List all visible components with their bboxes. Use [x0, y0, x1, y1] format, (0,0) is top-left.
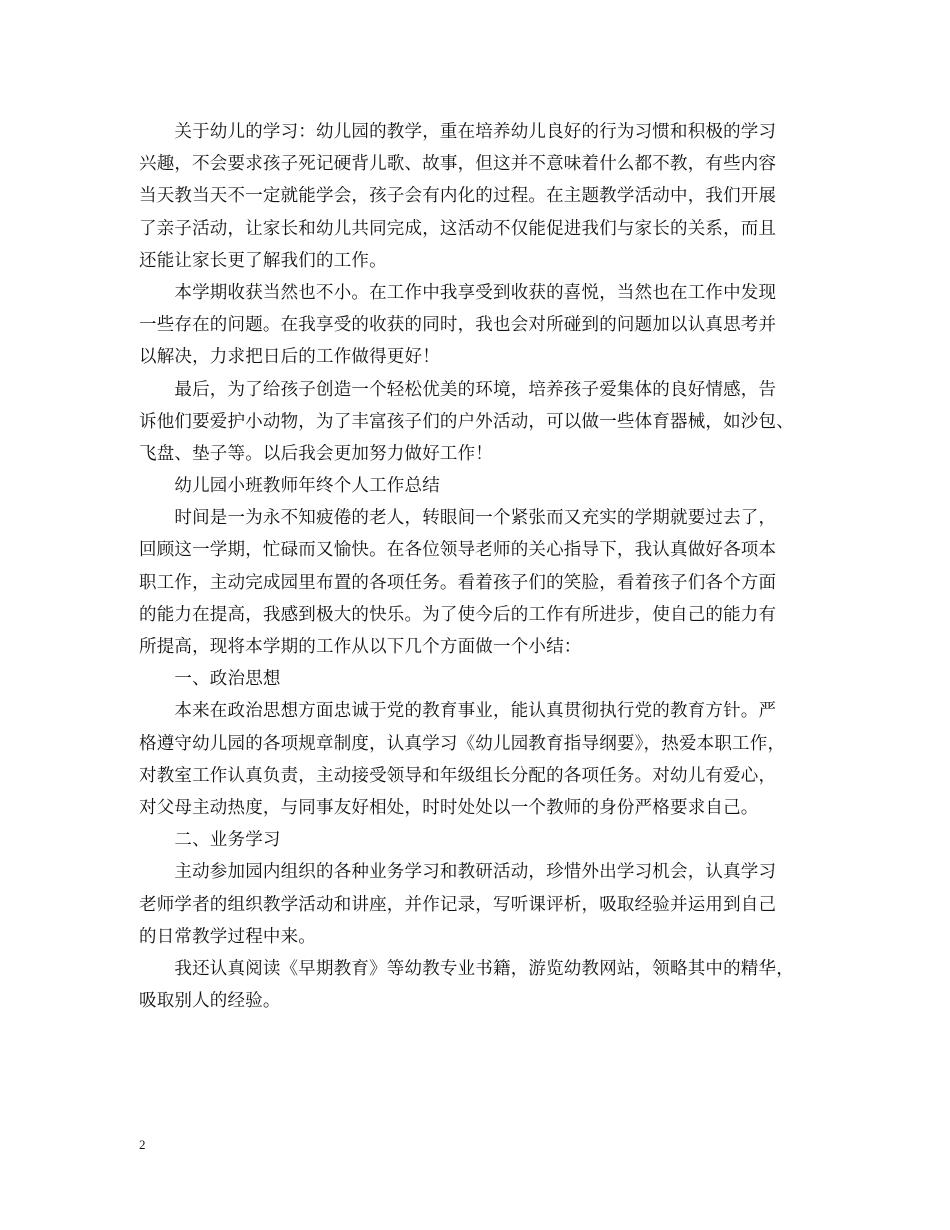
section-heading: 一、政治思想 [139, 669, 281, 690]
text-line: 老师学者的组织教学活动和讲座，并作记录，写听课评析，吸取经验并运用到自己 [139, 894, 777, 915]
text-line: 关于幼儿的学习：幼儿园的教学，重在培养幼儿良好的行为习惯和积极的学习 [139, 122, 777, 142]
text-line: 最后，为了给孩子创造一个轻松优美的环境，培养孩子爱集体的良好情感，告 [139, 379, 777, 400]
section-title: 幼儿园小班教师年终个人工作总结 [139, 476, 440, 497]
text-line: 的能力在提高，我感到极大的快乐。为了使今后的工作有所进步，使自己的能力有 [139, 604, 777, 625]
text-line: 职工作，主动完成园里布置的各项任务。看着孩子们的笑脸，看着孩子们各个方面 [139, 572, 777, 593]
text-line: 飞盘、垫子等。以后我会更加努力做好工作！ [139, 443, 493, 464]
text-line: 以解决，力求把日后的工作做得更好！ [139, 347, 440, 368]
text-line: 本学期收获当然也不小。在工作中我享受到收获的喜悦，当然也在工作中发现 [139, 282, 777, 303]
section-heading: 二、业务学习 [139, 830, 281, 851]
document-body [139, 116, 829, 1017]
text-line: 了亲子活动，让家长和幼儿共同完成，这活动不仅能促进我们与家长的关系，而且 [139, 218, 777, 239]
text-line: 回顾这一学期，忙碌而又愉快。在各位领导老师的关心指导下，我认真做好各项本 [139, 540, 777, 561]
text-line: 的日常教学过程中来。 [139, 926, 316, 947]
text-line: 所提高，现将本学期的工作从以下几个方面做一个小结： [139, 637, 582, 657]
text-line: 主动参加园内组织的各种业务学习和教研活动，珍惜外出学习机会，认真学习 [139, 862, 777, 883]
text-line: 对教室工作认真负责，主动接受领导和年级组长分配的各项任务。对幼儿有爱心， [139, 765, 777, 786]
page-number: 2 [139, 1137, 146, 1152]
text-line: 本来在政治思想方面忠诚于党的教育事业，能认真贯彻执行党的教育方针。严 [139, 701, 777, 722]
text-line: 兴趣，不会要求孩子死记硬背儿歌、故事，但这并不意味着什么都不教，有些内容 [139, 154, 777, 175]
text-line: 吸取别人的经验。 [139, 991, 281, 1012]
text-line: 对父母主动热度，与同事友好相处，时时处处以一个教师的身份严格要求自己。 [139, 797, 759, 818]
text-line: 格遵守幼儿园的各项规章制度，认真学习《幼儿园教育指导纲要》，热爱本职工作， [139, 733, 786, 754]
text-line: 还能让家长更了解我们的工作。 [139, 250, 387, 271]
text-line: 一些存在的问题。在我享受的收获的同时，我也会对所碰到的问题加以认真思考并 [139, 315, 777, 336]
text-line: 诉他们要爱护小动物，为了丰富孩子们的户外活动，可以做一些体育器械，如沙包、 [139, 411, 794, 432]
text-line: 我还认真阅读《早期教育》等幼教专业书籍，游览幼教网站，领略其中的精华， [139, 958, 794, 979]
text-line: 时间是一为永不知疲倦的老人，转眼间一个紧张而又充实的学期就要过去了， [139, 508, 777, 529]
text-line: 当天教当天不一定就能学会，孩子会有内化的过程。在主题教学活动中，我们开展 [139, 186, 777, 207]
